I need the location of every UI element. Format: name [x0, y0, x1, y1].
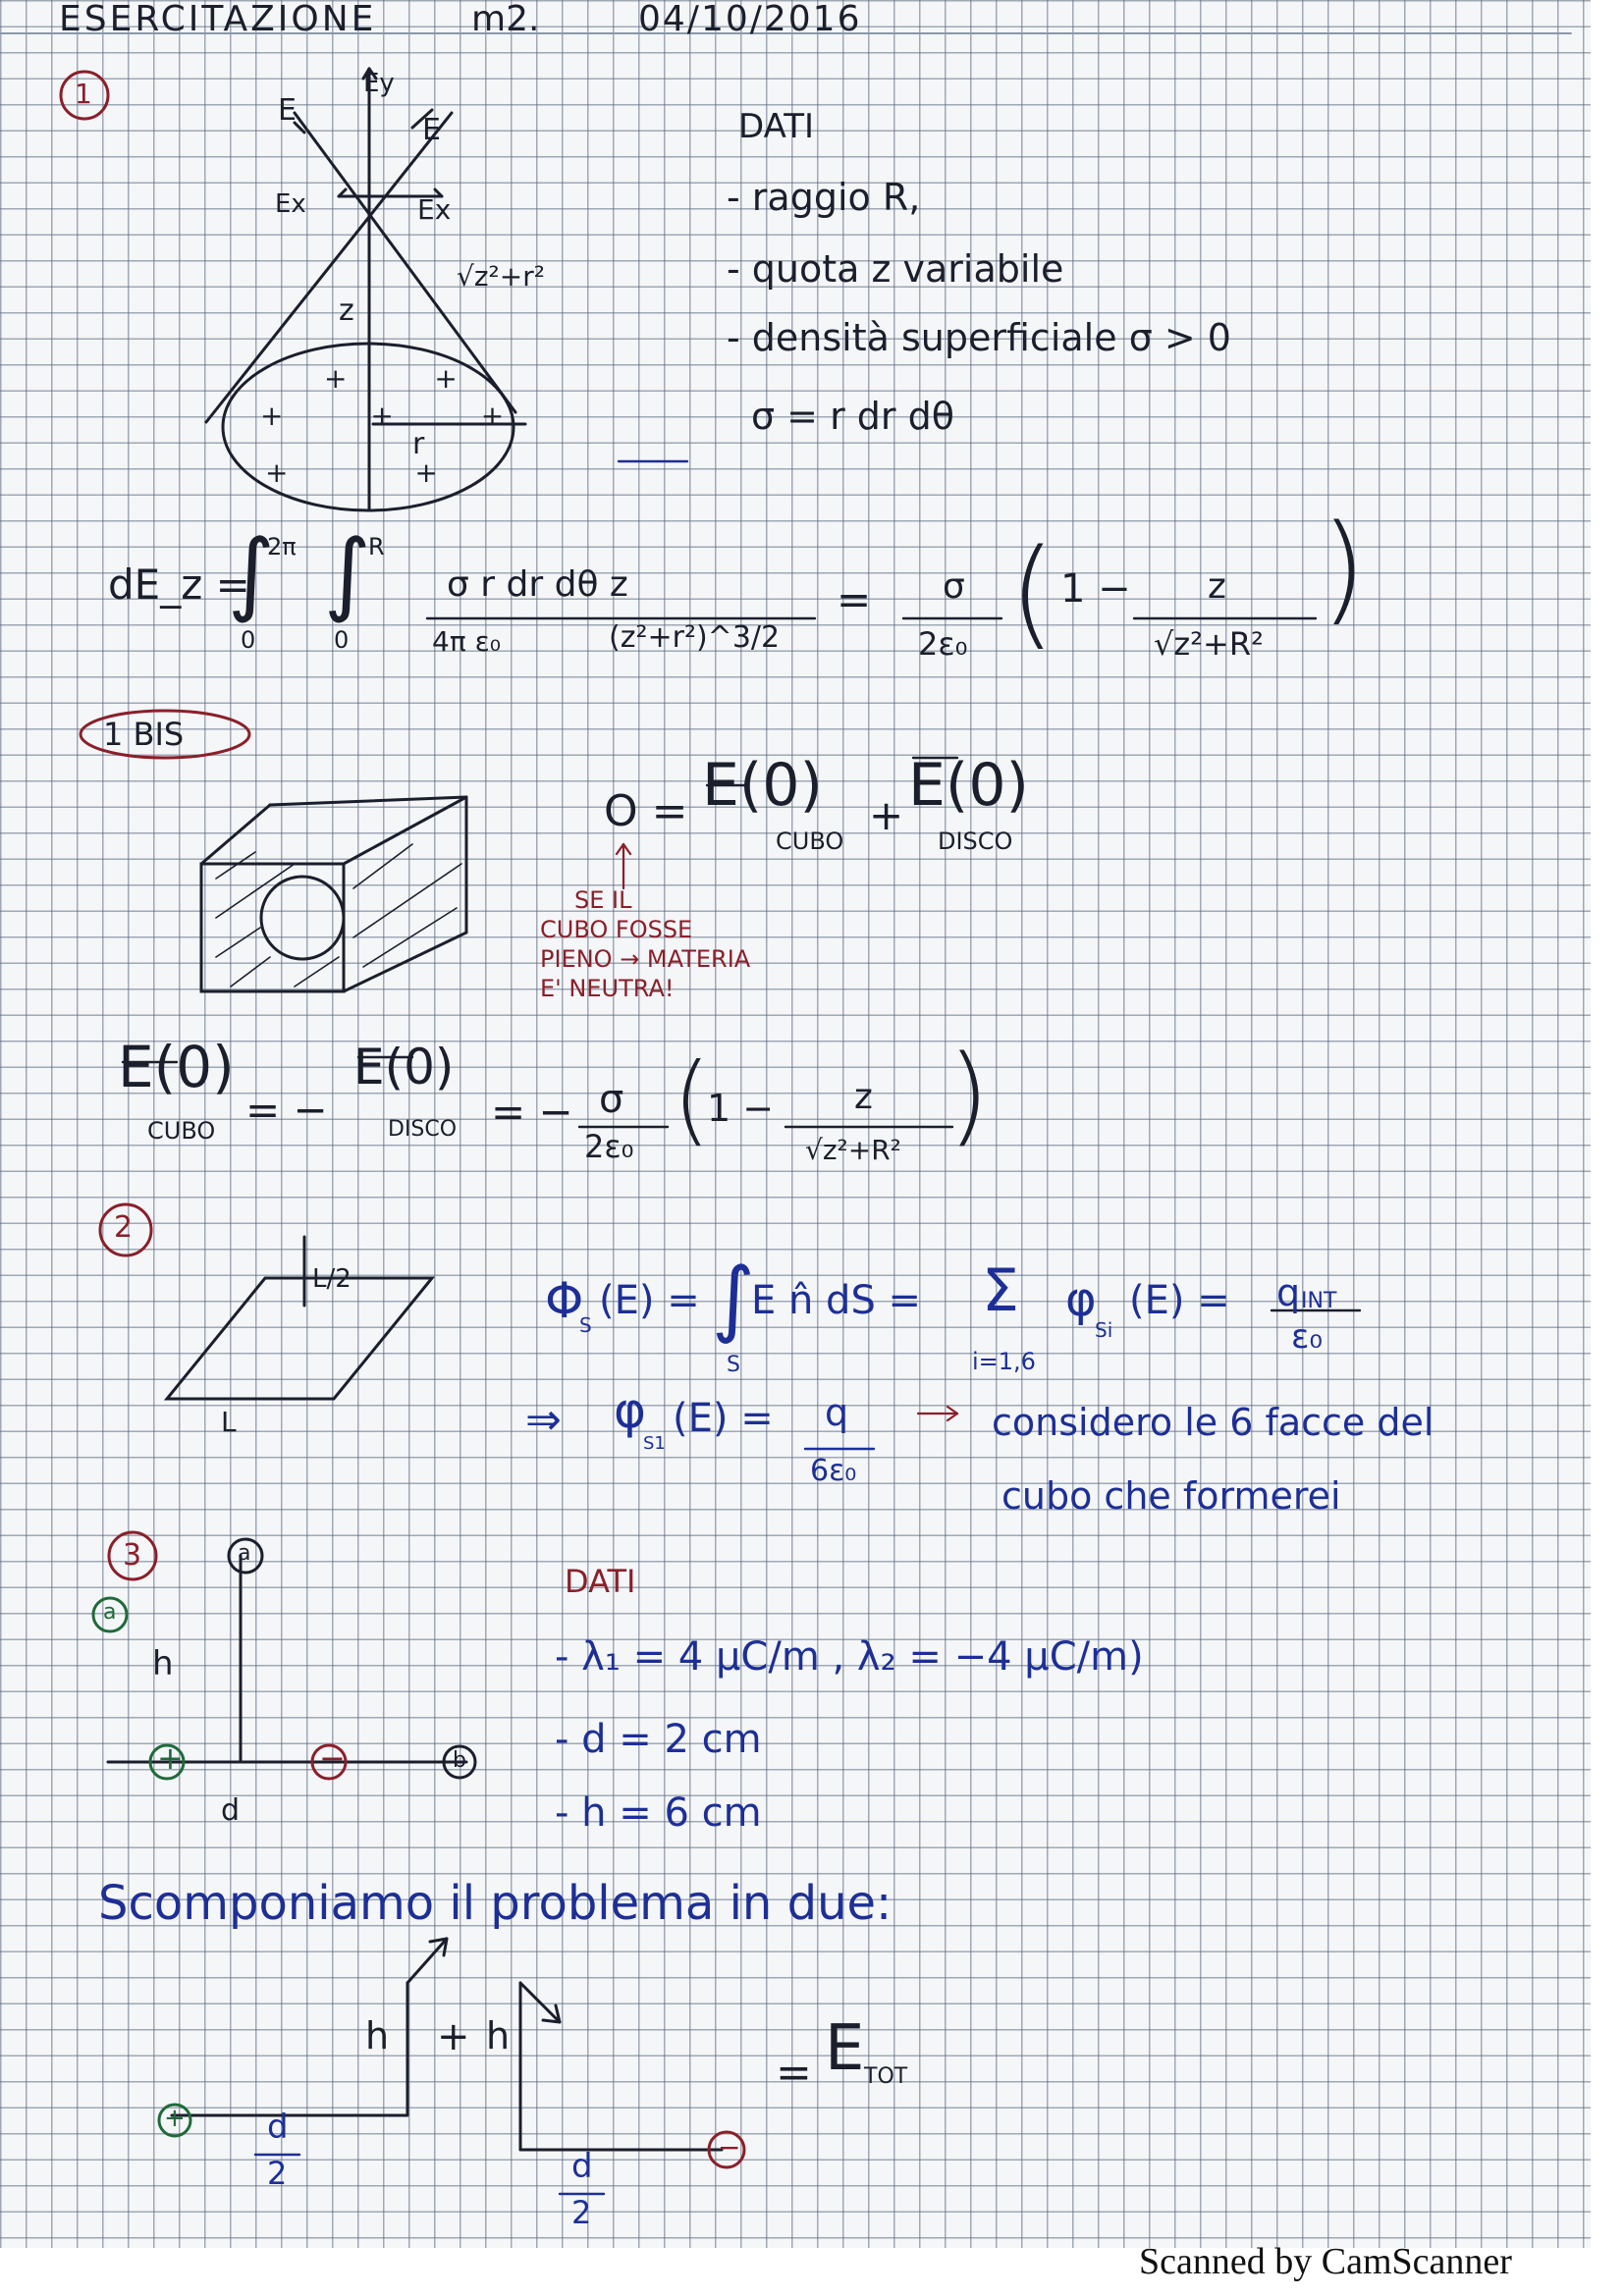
integral-sign: ∫: [712, 1250, 755, 1346]
flux-phi-subscript: S: [579, 1313, 592, 1337]
integrand-numerator: σ r dr dθ z: [447, 564, 628, 605]
result-phi: φ: [614, 1382, 646, 1439]
note-line: cubo che formerei: [1001, 1474, 1341, 1518]
half-d-numerator: d: [571, 2147, 593, 2186]
paren-open: (: [673, 1041, 712, 1156]
E-total-subscript: TOT: [864, 2064, 908, 2089]
positive-charge: +: [157, 1739, 184, 1777]
dati-item: - d = 2 cm: [555, 1717, 762, 1762]
E-disco-subscript: DISCO: [938, 828, 1013, 855]
integrand-den-right: (z²+r²)^3/2: [609, 620, 781, 655]
sum-sign: Σ: [982, 1256, 1019, 1325]
E-disco-2: E(0): [353, 1039, 455, 1095]
flux-phi: Φ: [545, 1272, 584, 1329]
point-b-label: b: [453, 1748, 466, 1773]
dati-item: - raggio R,: [727, 176, 921, 219]
plus-sign: +: [869, 791, 904, 839]
note-line: considero le 6 facce del: [992, 1401, 1434, 1444]
flux-phi-i-subscript: Si: [1095, 1318, 1113, 1342]
surface-charges: + +: [324, 362, 497, 395]
one-minus: 1 −: [1060, 566, 1131, 612]
surface-charges-2: + + +: [260, 400, 544, 432]
wire-geometry-diagram: [93, 1539, 475, 1779]
paren-open: (: [1009, 525, 1055, 662]
note-line: E' NEUTRA!: [540, 975, 675, 1002]
vector-E-right-label: E: [422, 113, 441, 147]
negative-charge: −: [319, 1739, 346, 1777]
cube-with-hole-diagram: [201, 797, 466, 991]
integral-lower-limit: 0: [241, 626, 256, 654]
vector-Ex-right-label: Ex: [417, 193, 452, 226]
distance-d-label: d: [221, 1793, 241, 1828]
half-d-denominator: 2: [571, 2194, 592, 2231]
square-plane-diagram: [167, 1237, 432, 1399]
surface-charges-3: + +: [265, 456, 497, 489]
height-h-label: h: [152, 1644, 174, 1683]
integral-lower-limit: 0: [334, 626, 350, 654]
height-z-label: z: [339, 294, 354, 328]
note-line: CUBO FOSSE: [540, 916, 693, 943]
exercise-set-number: m2.: [471, 0, 540, 39]
dati-title: DATI: [565, 1563, 636, 1600]
plus-sign: +: [437, 2014, 470, 2059]
sum-subscript: i=1,6: [972, 1348, 1036, 1375]
fraction-denominator: √z²+R²: [805, 1134, 901, 1166]
charge-q: q: [1276, 1271, 1301, 1314]
result-numerator: q: [825, 1391, 849, 1434]
radius-r-label: r: [412, 427, 425, 461]
E-disco: E(0): [908, 751, 1029, 820]
dati-item: - λ₁ = 4 μC/m , λ₂ = −4 μC/m): [555, 1634, 1144, 1680]
integrand-den-left: 4π ε₀: [432, 625, 501, 658]
paren-close: ): [1321, 501, 1367, 637]
result-denominator: 2ε₀: [918, 625, 968, 663]
dati-item: - h = 6 cm: [555, 1790, 762, 1836]
dati-item: - quota z variabile: [727, 247, 1064, 291]
dati-item: - densità superficiale σ > 0: [727, 316, 1231, 359]
equals-minus: = −: [245, 1086, 328, 1134]
flux-i-argument: (E) =: [1129, 1278, 1230, 1323]
ex1-number: 1: [75, 78, 92, 110]
vector-Ex-left-label: Ex: [275, 189, 306, 219]
E-cubo-2-subscript: CUBO: [147, 1117, 216, 1145]
dati-title: DATI: [738, 107, 814, 146]
integral-sign: ∫: [324, 520, 371, 625]
origin-equals: O =: [604, 786, 688, 836]
vector-Ey-label: Ey: [363, 69, 395, 98]
scanner-watermark: Scanned by CamScanner: [1139, 2241, 1512, 2282]
E-cubo: E(0): [702, 751, 823, 820]
point-a-label: a: [103, 1600, 117, 1625]
decomposition-heading: Scomponiamo il problema in due:: [98, 1876, 893, 1931]
side-L-label: L: [221, 1406, 237, 1438]
ex2-number: 2: [114, 1210, 134, 1245]
integral-sign: ∫: [228, 520, 275, 625]
equals-minus: = −: [491, 1088, 573, 1136]
point-a-label: a: [238, 1541, 251, 1566]
integral-upper-limit: 2π: [267, 533, 297, 561]
page-title: ESERCITAZIONE: [59, 0, 377, 39]
E-cubo-subscript: CUBO: [776, 828, 844, 855]
half-d-numerator: d: [267, 2108, 289, 2147]
negative-charge: −: [718, 2131, 741, 2163]
fraction-numerator: z: [854, 1077, 873, 1117]
result-phi-subscript: S1: [643, 1433, 666, 1454]
result-denominator: 2ε₀: [584, 1128, 634, 1165]
page-date: 04/10/2016: [638, 0, 862, 39]
dati-item: σ = r dr dθ: [751, 395, 954, 438]
one-minus: 1 −: [707, 1087, 775, 1130]
E-cubo-2: E(0): [118, 1034, 235, 1100]
result-denominator: 6ε₀: [810, 1454, 857, 1488]
vector-E-label: E: [278, 93, 297, 128]
result-numerator: σ: [943, 566, 965, 607]
integral-upper-limit: R: [368, 533, 385, 561]
E-total: E: [825, 2012, 865, 2085]
note-line: PIENO → MATERIA: [540, 945, 751, 973]
flux-integrand: E n̂ dS =: [751, 1278, 922, 1323]
paren-close: ): [947, 1032, 990, 1157]
fraction-denominator: √z²+R²: [1154, 625, 1264, 663]
positive-charge: +: [164, 2104, 186, 2133]
integral-subscript: S: [727, 1353, 740, 1377]
result-argument: (E) =: [673, 1396, 774, 1441]
E-disco-2-subscript: DISCO: [388, 1117, 458, 1142]
height-h-label: h: [486, 2014, 511, 2057]
equals-sign: =: [776, 2048, 812, 2098]
ex3-number: 3: [123, 1538, 142, 1573]
flux-phi-i: φ: [1065, 1272, 1097, 1327]
charge-q-subscript: INT: [1301, 1289, 1337, 1313]
height-h-label: h: [365, 2014, 390, 2057]
half-side-label: L/2: [312, 1264, 352, 1294]
note-line: SE IL: [574, 886, 632, 914]
fraction-numerator: z: [1208, 566, 1226, 607]
implies-sign: ⇒: [525, 1395, 562, 1445]
result-numerator: σ: [599, 1077, 624, 1122]
half-d-denominator: 2: [267, 2155, 288, 2192]
ex1bis-label: 1 BIS: [103, 716, 185, 753]
epsilon-zero: ε₀: [1291, 1317, 1324, 1357]
formula-lhs: dE_z =: [108, 561, 250, 609]
hypotenuse-label: √z²+r²: [457, 260, 545, 293]
equals-sign: =: [837, 575, 872, 623]
flux-argument: (E) =: [599, 1278, 700, 1323]
